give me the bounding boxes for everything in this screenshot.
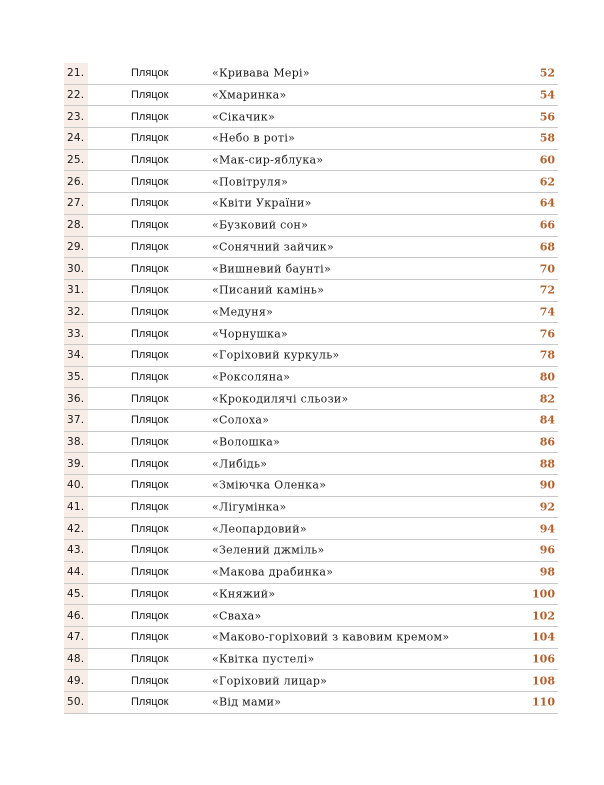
recipe-title: «Бузковий сон» [212, 218, 309, 232]
toc-row [64, 584, 558, 606]
recipe-number: 35. [67, 370, 85, 383]
recipe-category: Пляцок [131, 609, 169, 622]
toc-row [64, 345, 558, 367]
recipe-title: «Чорнушка» [212, 327, 289, 341]
page-number: 98 [539, 565, 555, 579]
recipe-number: 38. [67, 436, 85, 449]
toc-row [64, 540, 558, 562]
page-number: 54 [539, 88, 555, 102]
page-number: 62 [539, 175, 555, 189]
toc-row [64, 85, 558, 107]
toc-row [64, 215, 558, 237]
recipe-title: «Мак-сир-яблука» [212, 153, 324, 167]
recipe-title: «Макова драбинка» [212, 565, 334, 579]
recipe-title: «Сонячний зайчик» [212, 240, 335, 254]
recipe-number: 30. [67, 262, 85, 275]
recipe-category: Пляцок [131, 479, 169, 492]
recipe-number: 22. [67, 89, 85, 102]
recipe-category: Пляцок [131, 631, 169, 644]
recipe-number: 37. [67, 414, 85, 427]
recipe-number: 24. [67, 132, 85, 145]
page-number: 84 [539, 413, 555, 427]
recipe-number: 31. [67, 284, 85, 297]
page-number: 60 [539, 153, 555, 167]
recipe-category: Пляцок [131, 305, 169, 318]
recipe-category: Пляцок [131, 327, 169, 340]
recipe-title: «Горіховий лицар» [212, 674, 328, 688]
toc-row [64, 432, 558, 454]
toc-row [64, 670, 558, 692]
recipe-title: «Хмаринка» [212, 88, 287, 102]
toc-row [64, 106, 558, 128]
recipe-category: Пляцок [131, 392, 169, 405]
recipe-category: Пляцок [131, 197, 169, 210]
recipe-title: «Від мами» [212, 695, 282, 709]
toc-row [64, 475, 558, 497]
page-number: 94 [539, 522, 555, 536]
recipe-number: 29. [67, 240, 85, 253]
toc-rows [64, 63, 558, 714]
recipe-number: 23. [67, 110, 85, 123]
page-number: 76 [539, 327, 555, 341]
recipe-number: 33. [67, 327, 85, 340]
recipe-number: 40. [67, 479, 85, 492]
page-number: 100 [532, 587, 555, 601]
toc-row [64, 193, 558, 215]
recipe-category: Пляцок [131, 414, 169, 427]
recipe-title: «Повітруля» [212, 175, 289, 189]
recipe-number: 45. [67, 587, 85, 600]
recipe-title: «Вишневий баунті» [212, 262, 331, 276]
recipe-title: «Крокодилячі сльози» [212, 392, 349, 406]
recipe-category: Пляцок [131, 436, 169, 449]
page-number: 74 [539, 305, 555, 319]
page-number: 92 [539, 500, 555, 514]
recipe-title: «Волошка» [212, 435, 281, 449]
toc-row [64, 627, 558, 649]
recipe-category: Пляцок [131, 110, 169, 123]
recipe-category: Пляцок [131, 154, 169, 167]
page-number: 72 [539, 283, 555, 297]
toc-row [64, 323, 558, 345]
recipe-title: «Горіховий куркуль» [212, 348, 340, 362]
recipe-category: Пляцок [131, 522, 169, 535]
page-number: 52 [539, 66, 555, 80]
recipe-category: Пляцок [131, 544, 169, 557]
page-number: 86 [539, 435, 555, 449]
recipe-number: 36. [67, 392, 85, 405]
recipe-category: Пляцок [131, 652, 169, 665]
recipe-title: «Небо в роті» [212, 131, 296, 145]
recipe-number: 32. [67, 305, 85, 318]
page-number: 96 [539, 543, 555, 557]
toc-row [64, 692, 558, 714]
recipe-title: «Кривава Мері» [212, 66, 310, 80]
recipe-category: Пляцок [131, 132, 169, 145]
recipe-number: 47. [67, 631, 85, 644]
page-number: 110 [532, 695, 555, 709]
toc-row [64, 367, 558, 389]
page-number: 68 [539, 240, 555, 254]
recipe-category: Пляцок [131, 370, 169, 383]
toc-row [64, 63, 558, 85]
recipe-title: «Солоха» [212, 413, 270, 427]
page-number: 58 [539, 131, 555, 145]
toc-row [64, 518, 558, 540]
toc-row [64, 388, 558, 410]
recipe-number: 42. [67, 522, 85, 535]
recipe-category: Пляцок [131, 349, 169, 362]
recipe-title: «Леопардовий» [212, 522, 307, 536]
toc-row [64, 497, 558, 519]
recipe-category: Пляцок [131, 262, 169, 275]
page-number: 66 [539, 218, 555, 232]
toc-row [64, 453, 558, 475]
recipe-category: Пляцок [131, 587, 169, 600]
recipe-category: Пляцок [131, 284, 169, 297]
toc-row [64, 280, 558, 302]
recipe-number: 34. [67, 349, 85, 362]
recipe-category: Пляцок [131, 457, 169, 470]
recipe-category: Пляцок [131, 219, 169, 232]
toc-row [64, 150, 558, 172]
page-number: 70 [539, 262, 555, 276]
recipe-number: 28. [67, 219, 85, 232]
toc-row [64, 258, 558, 280]
toc-row [64, 128, 558, 150]
toc-row [64, 649, 558, 671]
recipe-number: 41. [67, 501, 85, 514]
page-number: 78 [539, 348, 555, 362]
page-number: 80 [539, 370, 555, 384]
page-number: 104 [532, 630, 555, 644]
recipe-title: «Писаний камінь» [212, 283, 325, 297]
page-number: 108 [532, 674, 555, 688]
recipe-category: Пляцок [131, 566, 169, 579]
page-number: 102 [532, 609, 555, 623]
recipe-number: 43. [67, 544, 85, 557]
toc-row [64, 302, 558, 324]
recipe-title: «Сікачик» [212, 110, 276, 124]
recipe-number: 25. [67, 154, 85, 167]
recipe-number: 48. [67, 652, 85, 665]
recipe-category: Пляцок [131, 501, 169, 514]
recipe-number: 44. [67, 566, 85, 579]
toc-row [64, 171, 558, 193]
recipe-number: 27. [67, 197, 85, 210]
recipe-number: 39. [67, 457, 85, 470]
page-number: 56 [539, 110, 555, 124]
recipe-title: «Роксоляна» [212, 370, 291, 384]
toc-row [64, 605, 558, 627]
toc-row [64, 562, 558, 584]
recipe-category: Пляцок [131, 89, 169, 102]
recipe-title: «Медуня» [212, 305, 274, 319]
recipe-category: Пляцок [131, 175, 169, 188]
recipe-category: Пляцок [131, 240, 169, 253]
recipe-number: 21. [67, 67, 85, 80]
recipe-title: «Квітка пустелі» [212, 652, 315, 666]
recipe-number: 26. [67, 175, 85, 188]
page-number: 88 [539, 457, 555, 471]
recipe-category: Пляцок [131, 696, 169, 709]
page-number: 82 [539, 392, 555, 406]
recipe-title: «Маково-горіховий з кавовим кремом» [212, 630, 450, 644]
recipe-category: Пляцок [131, 674, 169, 687]
recipe-title: «Зміючка Оленка» [212, 478, 327, 492]
toc-row [64, 237, 558, 259]
recipe-title: «Лігумінка» [212, 500, 287, 514]
recipe-title: «Квіти України» [212, 196, 312, 210]
recipe-category: Пляцок [131, 67, 169, 80]
recipe-number: 50. [67, 696, 85, 709]
recipe-number: 49. [67, 674, 85, 687]
recipe-title: «Зелений джміль» [212, 543, 325, 557]
table-of-contents [64, 63, 558, 714]
recipe-number: 46. [67, 609, 85, 622]
page-number: 64 [539, 196, 555, 210]
page-number: 106 [532, 652, 555, 666]
toc-row [64, 410, 558, 432]
recipe-title: «Сваха» [212, 609, 262, 623]
page-number: 90 [539, 478, 555, 492]
recipe-title: «Княжий» [212, 587, 276, 601]
recipe-title: «Либідь» [212, 457, 268, 471]
